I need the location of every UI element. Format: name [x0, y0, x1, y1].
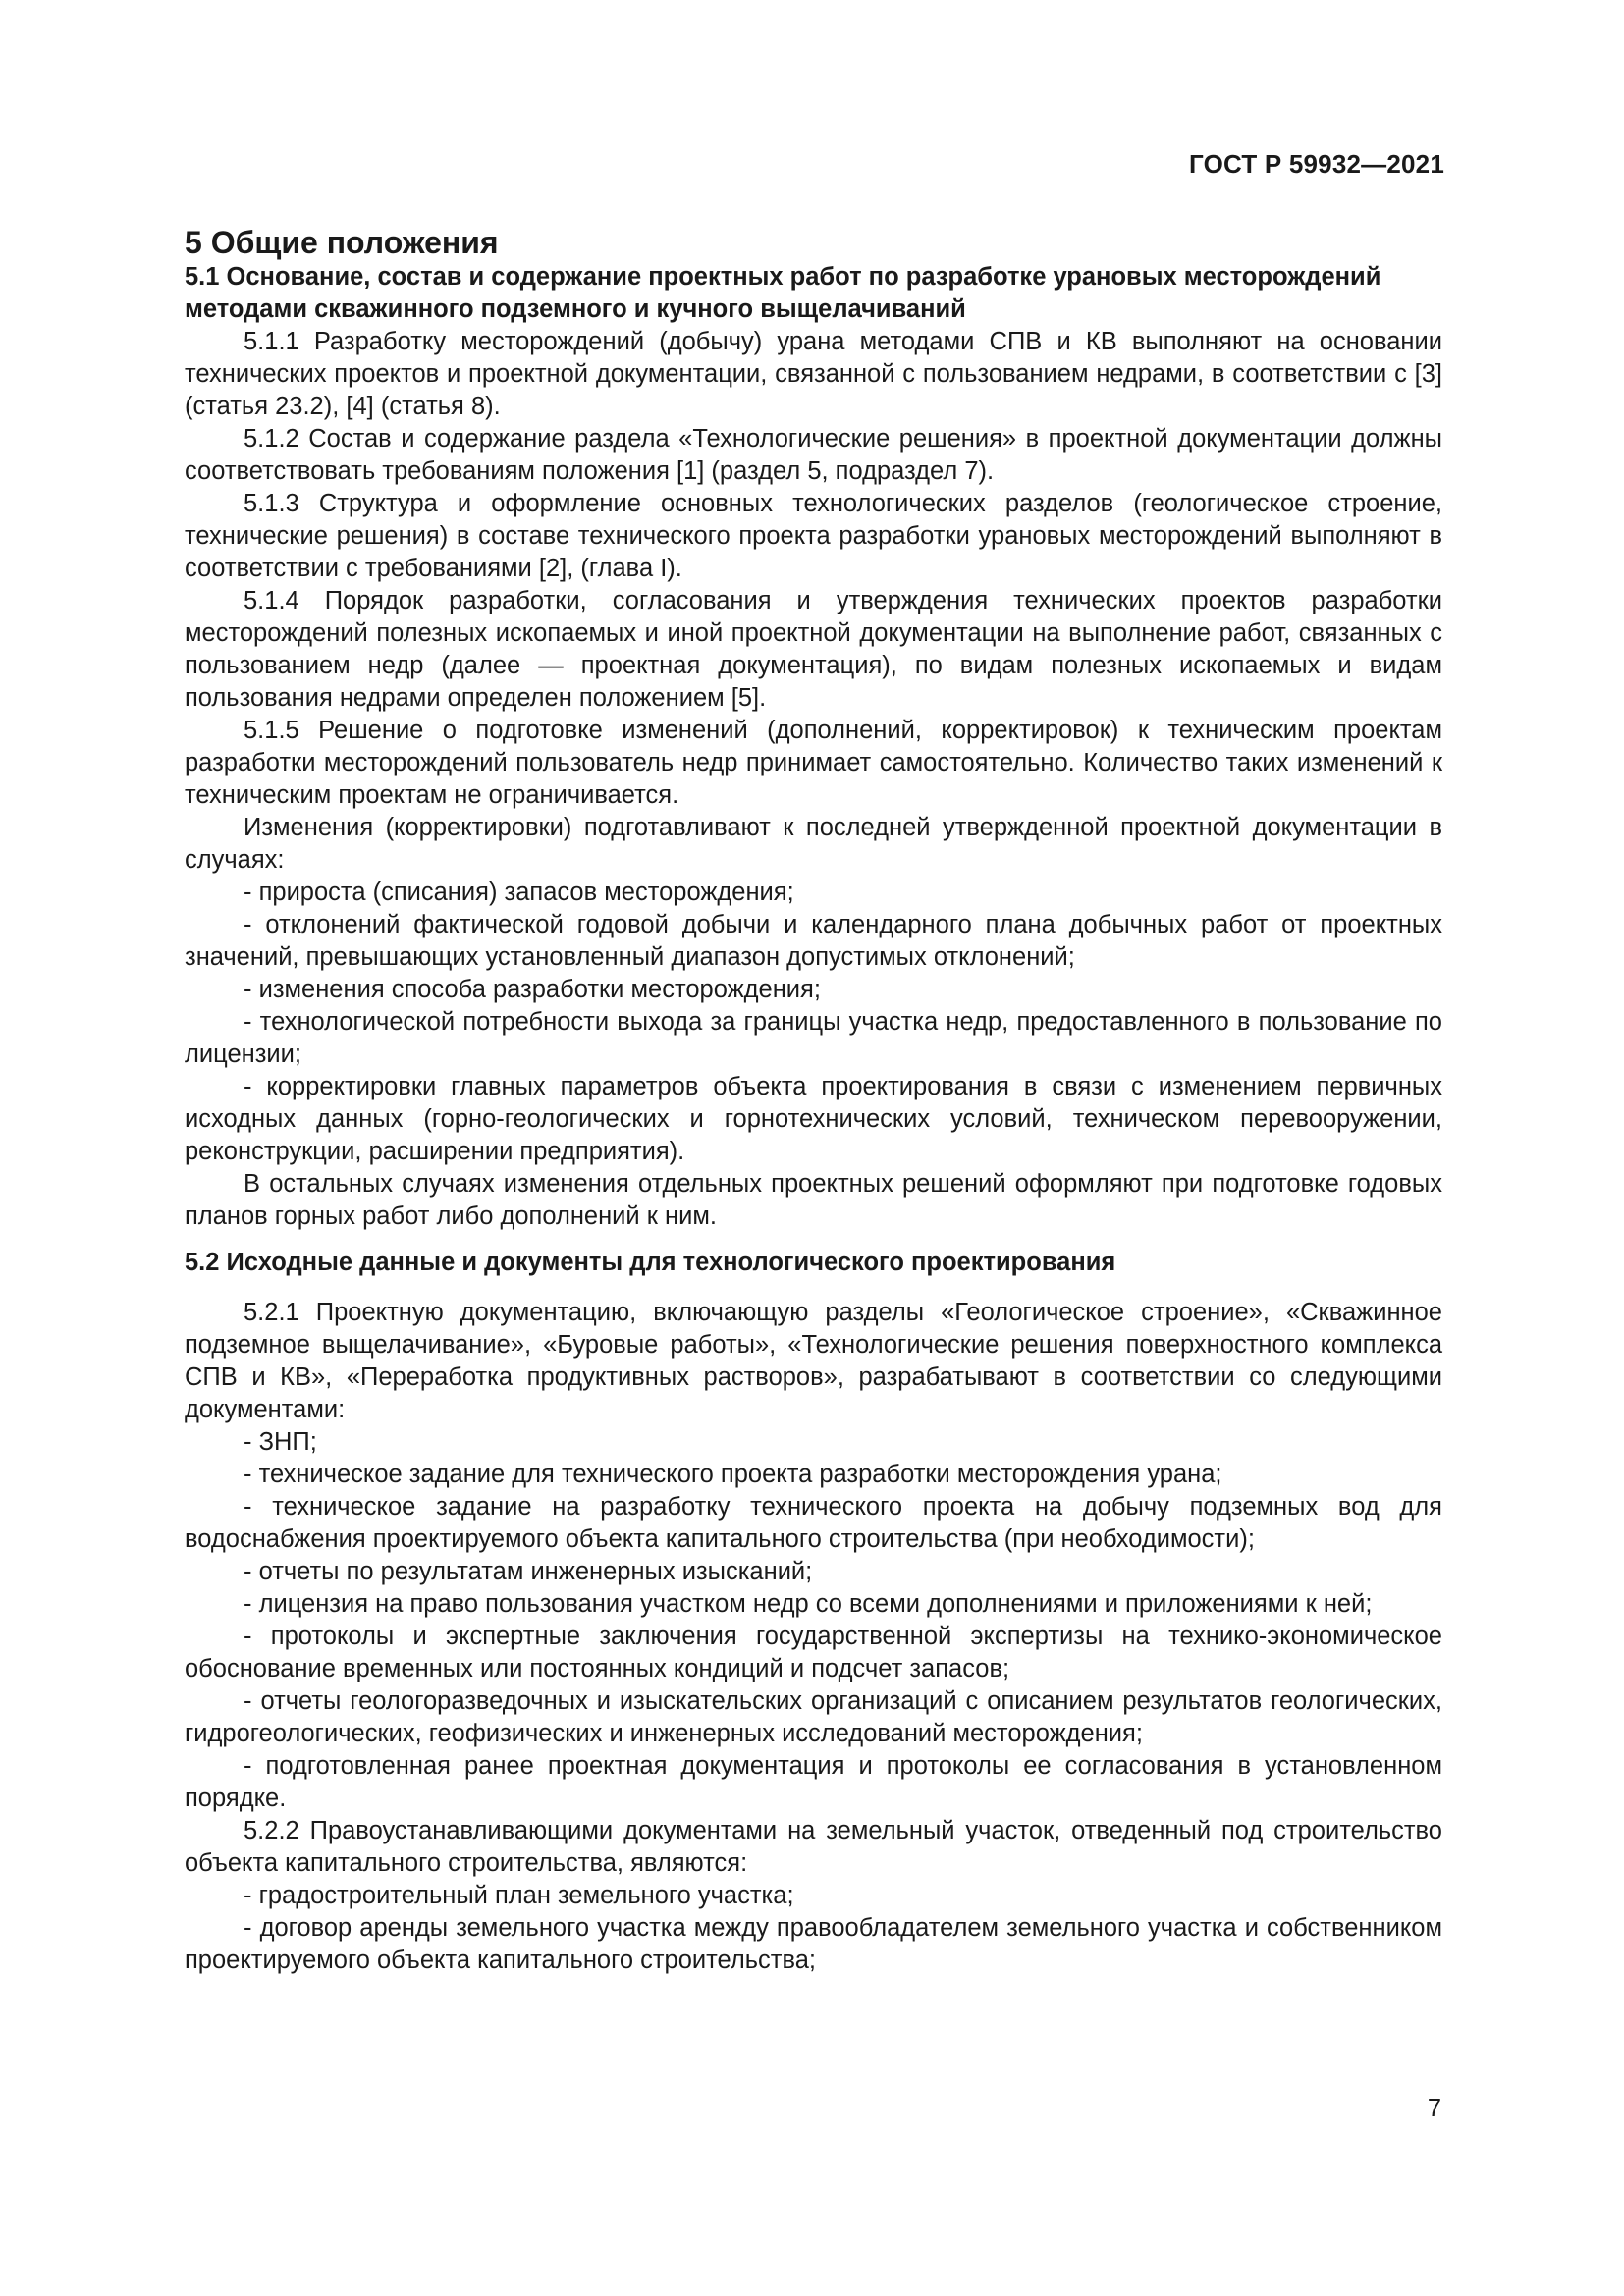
list-item: - изменения способа разработки месторождения;: [244, 976, 821, 1003]
list-item: - лицензия на право пользования участком недр со всеми дополнениями и приложениями к ней;: [244, 1590, 1373, 1618]
subsection-title-5-2: 5.2 Исходные данные и документы для технологического проектирования: [185, 1249, 1116, 1276]
document-body: [185, 224, 1442, 1977]
list-item: - техническое задание для технического проекта разработки месторождения урана;: [244, 1461, 1222, 1488]
paragraph-5-2-2: 5.2.2 Правоустанавливающими документами на земельный участок, отведенный под строительство объекта капитального строительства, являются:: [185, 1817, 1442, 1877]
list-item: - техническое задание на разработку технического проекта на добычу подземных вод для водоснабжения проектируемого объекта капитального строительства (при необходимости);: [185, 1493, 1442, 1553]
list-item: - отчеты геологоразведочных и изыскательских организаций с описанием результатов геологических, гидрогеологических, геофизических и инженерных исследований месторождения;: [185, 1687, 1442, 1747]
document-code: ГОСТ Р 59932—2021: [1189, 149, 1444, 179]
list-item: - ЗНП;: [244, 1428, 317, 1456]
paragraph-5-1-5: 5.1.5 Решение о подготовке изменений (дополнений, корректировок) к техническим проектам разработки месторождений пользователь недр принимает самостоятельно. Количество таких изменений к техническим проектам не ограничивается.: [185, 717, 1442, 809]
list-item: - отклонений фактической годовой добычи и календарного плана добычных работ от проектных значений, превышающих установленный диапазон допустимых отклонений;: [185, 911, 1442, 971]
list-item: - градостроительный план земельного участка;: [244, 1882, 794, 1909]
paragraph-closing: В остальных случаях изменения отдельных проектных решений оформляют при подготовке годовых планов горных работ либо дополнений к ним.: [185, 1170, 1442, 1230]
section-title: 5 Общие положения: [185, 225, 499, 260]
list-item: - корректировки главных параметров объекта проектирования в связи с изменением первичных исходных данных (горно-геологических и горнотехнических условий, техническом перевооружении, реконструкции, расширении предприятия).: [185, 1073, 1442, 1165]
paragraph-5-1-2: 5.1.2 Состав и содержание раздела «Технологические решения» в проектной документации должны соответствовать требованиям положения [1] (раздел 5, подраздел 7).: [185, 425, 1442, 485]
paragraph-5-1-3: 5.1.3 Структура и оформление основных технологических разделов (геологическое строение, технические решения) в составе технического проекта разработки урановых месторождений выполняют в соответствии с требованиями [2], (глава I).: [185, 490, 1442, 582]
list-item: - технологической потребности выхода за границы участка недр, предоставленного в пользование по лицензии;: [185, 1008, 1442, 1068]
paragraph-5-1-1: 5.1.1 Разработку месторождений (добычу) урана методами СПВ и КВ выполняют на основании технических проектов и проектной документации, связанной с пользованием недрами, в соответствии с [3] (статья 23.2), [4] (статья 8).: [185, 328, 1442, 420]
page-number: 7: [1427, 2095, 1441, 2122]
paragraph-changes-intro: Изменения (корректировки) подготавливают к последней утвержденной проектной документации в случаях:: [185, 814, 1442, 874]
list-item: - договор аренды земельного участка между правообладателем земельного участка и собственником проектируемого объекта капитального строительства;: [185, 1914, 1442, 1974]
list-item: - подготовленная ранее проектная документация и протоколы ее согласования в установленном порядке.: [185, 1752, 1442, 1812]
paragraph-5-1-4: 5.1.4 Порядок разработки, согласования и утверждения технических проектов разработки месторождений полезных ископаемых и иной проектной документации на выполнение работ, связанных с пользованием недр (далее — проектная документация), по видам полезных ископаемых и видам пользования недрами определен положением [5].: [185, 587, 1442, 712]
list-item: - прироста (списания) запасов месторождения;: [244, 879, 794, 906]
paragraph-5-2-1: 5.2.1 Проектную документацию, включающую разделы «Геологическое строение», «Скважинное подземное выщелачивание», «Буровые работы», «Технологические решения поверхностного комплекса СПВ и КВ», «Переработка продуктивных растворов», разрабатывают в соответствии со следующими документами:: [185, 1299, 1442, 1423]
list-item: - отчеты по результатам инженерных изысканий;: [244, 1558, 813, 1585]
subsection-title-5-1: 5.1 Основание, состав и содержание проектных работ по разработке урановых месторождений методами скважинного подземного и кучного выщелачиваний: [185, 263, 1381, 323]
list-item: - протоколы и экспертные заключения государственной экспертизы на технико-экономическое обоснование временных или постоянных кондиций и подсчет запасов;: [185, 1623, 1442, 1682]
